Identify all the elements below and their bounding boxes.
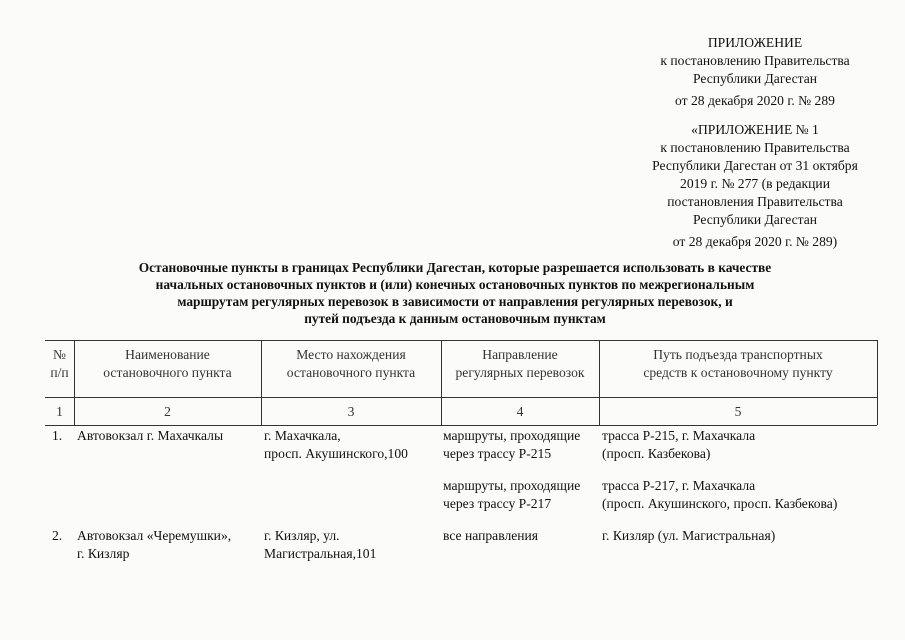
location-line: просп. Акушинского,100 bbox=[264, 446, 408, 461]
location-line: г. Махачкала, bbox=[264, 428, 341, 443]
location-line: Магистральная,101 bbox=[264, 546, 377, 561]
direction bbox=[443, 427, 580, 463]
title-line: начальных остановочных пунктов и (или) конечных остановочных пунктов по межрегиональным bbox=[155, 277, 755, 292]
appendix-quote-date: от 28 декабря 2020 г. № 289) bbox=[672, 234, 838, 249]
table-border-right bbox=[877, 340, 878, 425]
title-line: маршрутам регулярных перевозок в зависимости от направления регулярных перевозок, и bbox=[177, 294, 733, 309]
header-stop-name bbox=[74, 346, 261, 382]
table-border-numbers bbox=[45, 425, 877, 426]
header-text: остановочного пункта bbox=[286, 365, 416, 380]
header-text: Путь подъезда транспортных bbox=[653, 347, 823, 362]
row-number: 1. bbox=[52, 428, 63, 443]
appendix-line: Республики Дагестан bbox=[692, 71, 818, 86]
direction-line: через трассу Р-217 bbox=[443, 496, 552, 511]
stop-name-line: Автовокзал «Черемушки», bbox=[77, 528, 232, 543]
table-border-top bbox=[45, 340, 877, 341]
route bbox=[602, 427, 755, 463]
appendix-header bbox=[610, 34, 900, 110]
header-route bbox=[599, 346, 877, 382]
route-line: г. Кизляр (ул. Магистральная) bbox=[602, 528, 776, 543]
stop-name-line: Автовокзал г. Махачкалы bbox=[77, 428, 224, 443]
appendix-quote-line: Республики Дагестан от 31 октября bbox=[652, 158, 858, 173]
appendix-date: от 28 декабря 2020 г. № 289 bbox=[675, 93, 835, 108]
header-direction bbox=[441, 346, 599, 382]
appendix-title: ПРИЛОЖЕНИЕ bbox=[707, 35, 803, 50]
title-line: Остановочные пункты в границах Республики Дагестан, которые разрешается использовать в качестве bbox=[138, 260, 772, 275]
appendix-quote-line: Республики Дагестан bbox=[692, 212, 818, 227]
appendix-quote-line: 2019 г. № 277 (в редакции bbox=[680, 176, 830, 191]
appendix-quote-header bbox=[610, 121, 900, 251]
stop-name bbox=[77, 527, 231, 563]
appendix-quote-line: к постановлению Правительства bbox=[660, 140, 850, 155]
header-location bbox=[261, 346, 441, 382]
direction-line: маршруты, проходящие bbox=[443, 478, 581, 493]
column-number: 2 bbox=[164, 404, 171, 419]
header-number bbox=[45, 346, 74, 382]
direction bbox=[443, 527, 538, 545]
appendix-quote-title: «ПРИЛОЖЕНИЕ № 1 bbox=[691, 122, 819, 137]
column-number: 1 bbox=[56, 404, 63, 419]
stop-location bbox=[264, 527, 376, 563]
appendix-line: к постановлению Правительства bbox=[660, 53, 850, 68]
header-text: средств к остановочному пункту bbox=[643, 365, 833, 380]
column-number: 4 bbox=[516, 404, 524, 419]
route bbox=[602, 477, 837, 513]
location-line: г. Кизляр, ул. bbox=[264, 528, 340, 543]
header-text: п/п bbox=[50, 365, 69, 380]
direction-line: маршруты, проходящие bbox=[443, 428, 581, 443]
route-line: трасса Р-215, г. Махачкала bbox=[602, 428, 756, 443]
column-number: 3 bbox=[347, 404, 355, 419]
appendix-quote-line: постановления Правительства bbox=[667, 194, 843, 209]
direction-line: через трассу Р-215 bbox=[443, 446, 552, 461]
header-text: остановочного пункта bbox=[103, 365, 232, 380]
route bbox=[602, 527, 775, 545]
stop-name bbox=[77, 427, 223, 445]
direction bbox=[443, 477, 580, 513]
header-text: Направление bbox=[482, 347, 558, 362]
header-text: Наименование bbox=[125, 347, 210, 362]
document-title bbox=[55, 259, 855, 327]
title-line: путей подъезда к данным остановочным пунктам bbox=[304, 311, 606, 326]
header-text: № bbox=[53, 347, 66, 362]
row-number: 2. bbox=[52, 528, 63, 543]
route-line: (просп. Казбекова) bbox=[602, 446, 711, 461]
route-line: трасса Р-217, г. Махачкала bbox=[602, 478, 756, 493]
table-border-mid bbox=[45, 397, 877, 398]
column-number: 5 bbox=[734, 404, 742, 419]
header-text: Место нахождения bbox=[296, 347, 406, 362]
header-text: регулярных перевозок bbox=[455, 365, 585, 380]
route-line: (просп. Акушинского, просп. Казбекова) bbox=[602, 496, 838, 511]
direction-line: все направления bbox=[443, 528, 539, 543]
stop-name-line: г. Кизляр bbox=[77, 546, 130, 561]
stop-location bbox=[264, 427, 408, 463]
